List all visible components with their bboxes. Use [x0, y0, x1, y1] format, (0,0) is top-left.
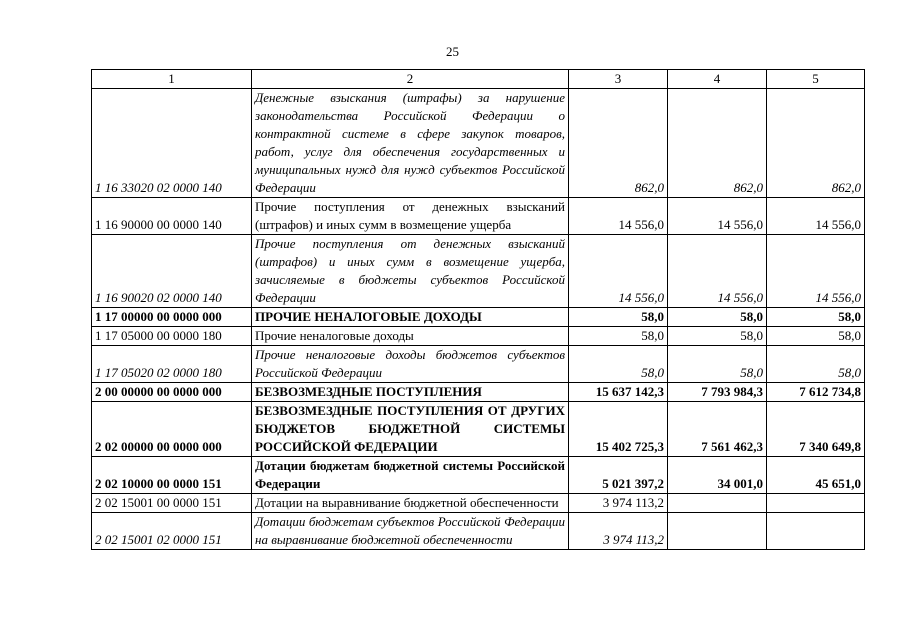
budget-code-cell: 2 02 10000 00 0000 151 [92, 457, 252, 494]
table-row [92, 494, 865, 513]
budget-code-cell: 1 17 05020 02 0000 180 [92, 346, 252, 383]
amount-col3-cell: 58,0 [569, 346, 668, 383]
income-name-cell: БЕЗВОЗМЕЗДНЫЕ ПОСТУПЛЕНИЯ ОТ ДРУГИХ БЮДЖЕТОВ БЮДЖЕТНОЙ СИСТЕМЫ РОССИЙСКОЙ ФЕДЕРАЦИИ [252, 402, 569, 457]
income-name-cell: БЕЗВОЗМЕЗДНЫЕ ПОСТУПЛЕНИЯ [252, 383, 569, 402]
income-name-cell: Прочие поступления от денежных взысканий (штрафов) и иных сумм в возмещение ущерба [252, 198, 569, 235]
amount-col5-cell [767, 513, 865, 550]
amount-col5-cell: 14 556,0 [767, 198, 865, 235]
column-header: 3 [569, 70, 668, 89]
table-body [92, 89, 865, 550]
amount-col5-cell: 58,0 [767, 308, 865, 327]
budget-code-cell: 2 02 15001 00 0000 151 [92, 494, 252, 513]
amount-col3-cell: 3 974 113,2 [569, 494, 668, 513]
income-name-cell: Прочие неналоговые доходы [252, 327, 569, 346]
table-row [92, 513, 865, 550]
column-header: 4 [668, 70, 767, 89]
amount-col3-cell: 58,0 [569, 308, 668, 327]
budget-code-cell: 2 00 00000 00 0000 000 [92, 383, 252, 402]
amount-col5-cell: 7 340 649,8 [767, 402, 865, 457]
amount-col4-cell [668, 494, 767, 513]
amount-col5-cell [767, 494, 865, 513]
amount-col4-cell [668, 513, 767, 550]
amount-col3-cell: 58,0 [569, 327, 668, 346]
table-row [92, 402, 865, 457]
table-row [92, 383, 865, 402]
budget-code-cell: 1 16 33020 02 0000 140 [92, 89, 252, 198]
budget-code-cell: 2 02 15001 02 0000 151 [92, 513, 252, 550]
budget-code-cell: 1 16 90000 00 0000 140 [92, 198, 252, 235]
table-row [92, 308, 865, 327]
column-header: 5 [767, 70, 865, 89]
amount-col3-cell: 14 556,0 [569, 198, 668, 235]
column-header: 1 [92, 70, 252, 89]
amount-col4-cell: 58,0 [668, 346, 767, 383]
amount-col4-cell: 862,0 [668, 89, 767, 198]
income-name-cell: Прочие неналоговые доходы бюджетов субъектов Российской Федерации [252, 346, 569, 383]
amount-col3-cell: 862,0 [569, 89, 668, 198]
amount-col5-cell: 7 612 734,8 [767, 383, 865, 402]
amount-col4-cell: 34 001,0 [668, 457, 767, 494]
budget-code-cell: 1 17 00000 00 0000 000 [92, 308, 252, 327]
amount-col3-cell: 14 556,0 [569, 235, 668, 308]
amount-col3-cell: 15 402 725,3 [569, 402, 668, 457]
amount-col5-cell: 14 556,0 [767, 235, 865, 308]
income-name-cell: Дотации бюджетам бюджетной системы Российской Федерации [252, 457, 569, 494]
table-row [92, 346, 865, 383]
table-row [92, 327, 865, 346]
income-name-cell: Денежные взыскания (штрафы) за нарушение законодательства Российской Федерации о контрактной системе в сфере закупок товаров, работ, услуг для обеспечения государственных и муниципальных нужд для нужд субъектов Российской Федерации [252, 89, 569, 198]
amount-col4-cell: 7 561 462,3 [668, 402, 767, 457]
income-name-cell: Дотации на выравнивание бюджетной обеспеченности [252, 494, 569, 513]
table-row [92, 89, 865, 198]
budget-code-cell: 2 02 00000 00 0000 000 [92, 402, 252, 457]
amount-col4-cell: 58,0 [668, 327, 767, 346]
table-row [92, 457, 865, 494]
page-number: 25 [446, 44, 459, 59]
table-row [92, 235, 865, 308]
amount-col3-cell: 15 637 142,3 [569, 383, 668, 402]
income-name-cell: Дотации бюджетам субъектов Российской Федерации на выравнивание бюджетной обеспеченности [252, 513, 569, 550]
amount-col5-cell: 862,0 [767, 89, 865, 198]
amount-col4-cell: 7 793 984,3 [668, 383, 767, 402]
amount-col5-cell: 45 651,0 [767, 457, 865, 494]
amount-col4-cell: 14 556,0 [668, 235, 767, 308]
amount-col5-cell: 58,0 [767, 327, 865, 346]
column-header: 2 [252, 70, 569, 89]
amount-col5-cell: 58,0 [767, 346, 865, 383]
budget-code-cell: 1 16 90020 02 0000 140 [92, 235, 252, 308]
budget-code-cell: 1 17 05000 00 0000 180 [92, 327, 252, 346]
budget-table [91, 69, 865, 550]
amount-col4-cell: 14 556,0 [668, 198, 767, 235]
table-row [92, 198, 865, 235]
income-name-cell: Прочие поступления от денежных взысканий (штрафов) и иных сумм в возмещение ущерба, зачисляемые в бюджеты субъектов Российской Федерации [252, 235, 569, 308]
amount-col3-cell: 5 021 397,2 [569, 457, 668, 494]
column-number-row [92, 70, 865, 89]
amount-col4-cell: 58,0 [668, 308, 767, 327]
amount-col3-cell: 3 974 113,2 [569, 513, 668, 550]
income-name-cell: ПРОЧИЕ НЕНАЛОГОВЫЕ ДОХОДЫ [252, 308, 569, 327]
